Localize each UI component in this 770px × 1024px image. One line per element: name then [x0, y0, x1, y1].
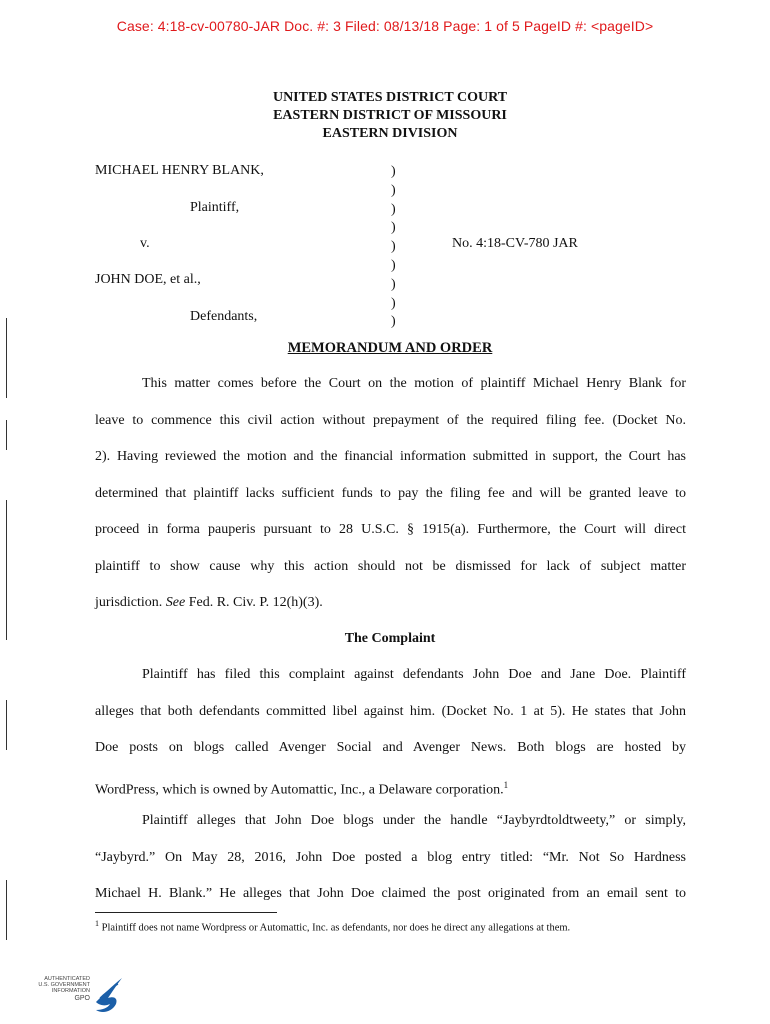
paren: ): [391, 276, 396, 292]
caption-parentheses: [391, 163, 396, 332]
paren: ): [391, 314, 396, 330]
paren: ): [391, 220, 396, 236]
text-line: [95, 767, 686, 804]
gpo-text-1: AUTHENTICATED: [44, 976, 90, 982]
document-title: MEMORANDUM AND ORDER: [287, 340, 493, 356]
text-line: Plaintiff alleges that John Doe blogs under the handle “Jaybyrdtoldtweety,” or simply,: [142, 813, 686, 828]
paragraph-3: [95, 803, 686, 913]
paragraph-1: [95, 366, 686, 622]
paren: ): [391, 295, 396, 311]
court-line-1: UNITED STATES DISTRICT COURT: [272, 90, 508, 105]
text-line: [95, 585, 686, 622]
gpo-text-2: U.S. GOVERNMENT: [38, 982, 90, 988]
defendant-role: Defendants,: [190, 309, 258, 324]
footnote-marker: 1: [503, 779, 509, 790]
text-line: proceed in forma pauperis pursuant to 28 U.S.C. § 1915(a). Furthermore, the Court will direct: [95, 522, 686, 537]
paren: ): [391, 201, 396, 217]
paragraph-2: [95, 657, 686, 803]
see-signal: See: [165, 595, 186, 610]
plaintiff-name: MICHAEL HENRY BLANK,: [95, 163, 264, 178]
footnote-text: Plaintiff does not name Wordpress or Automattic, Inc. as defendants, nor does he direct any allegations at them.: [99, 922, 571, 934]
plaintiff-role: Plaintiff,: [190, 200, 240, 215]
text-line: determined that plaintiff lacks sufficient funds to pay the filing fee and will be granted leave to: [95, 485, 686, 501]
margin-mark: [6, 500, 7, 640]
text-line: Michael H. Blank.” He alleges that John Doe claimed the post originated from an email sent to: [95, 886, 686, 901]
court-heading: [0, 89, 770, 143]
text-line: 2). Having reviewed the motion and the financial information submitted in support, the Court has: [95, 449, 686, 464]
footnote: [95, 919, 570, 934]
text-line: leave to commence this civil action without prepayment of the required filing fee. (Docket No.: [95, 412, 686, 428]
section-heading: The Complaint: [344, 631, 436, 646]
paren: ): [391, 239, 396, 255]
text-line: plaintiff to show cause why this action should not be dismissed for lack of subject matter: [95, 558, 686, 574]
court-line-3: EASTERN DIVISION: [322, 126, 458, 141]
paren: ): [391, 182, 396, 198]
gpo-authentication-logo: [30, 972, 130, 1018]
text-run: Fed. R. Civ. P. 12(h)(3).: [185, 595, 323, 610]
text-line: alleges that both defendants committed libel against him. (Docket No. 1 at 5). He states that John: [95, 703, 686, 719]
margin-mark: [6, 420, 7, 450]
margin-mark: [6, 880, 7, 940]
eagle-icon: [90, 972, 130, 1018]
paren: ): [391, 164, 396, 179]
gpo-text-3: INFORMATION: [51, 988, 90, 994]
text-line: Plaintiff has filed this complaint against defendants John Doe and Jane Doe. Plaintiff: [142, 667, 686, 682]
versus: v.: [140, 236, 150, 251]
text-run: WordPress, which is owned by Automattic, Inc., a Delaware corporation.: [95, 782, 504, 798]
text-line: This matter comes before the Court on the motion of plaintiff Michael Henry Blank for: [142, 376, 686, 391]
case-number: No. 4:18-CV-780 JAR: [452, 236, 578, 251]
defendant-name: JOHN DOE, et al.,: [95, 272, 201, 287]
footnote-number: 1: [95, 919, 99, 928]
margin-mark: [6, 318, 7, 398]
footnote-rule: [95, 912, 277, 913]
paren: ): [391, 257, 396, 273]
case-header: Case: 4:18-cv-00780-JAR Doc. #: 3 Filed: 08/13/18 Page: 1 of 5 PageID #: <pageID>: [116, 18, 654, 34]
court-line-2: EASTERN DISTRICT OF MISSOURI: [273, 108, 507, 123]
text-line: “Jaybyrd.” On May 28, 2016, John Doe posted a blog entry titled: “Mr. Not So Hardness: [95, 849, 686, 865]
text-line: Doe posts on blogs called Avenger Social and Avenger News. Both blogs are hosted by: [95, 740, 686, 755]
margin-mark: [6, 700, 7, 750]
gpo-mark: GPO: [74, 995, 90, 1002]
text-run: jurisdiction.: [95, 595, 166, 610]
